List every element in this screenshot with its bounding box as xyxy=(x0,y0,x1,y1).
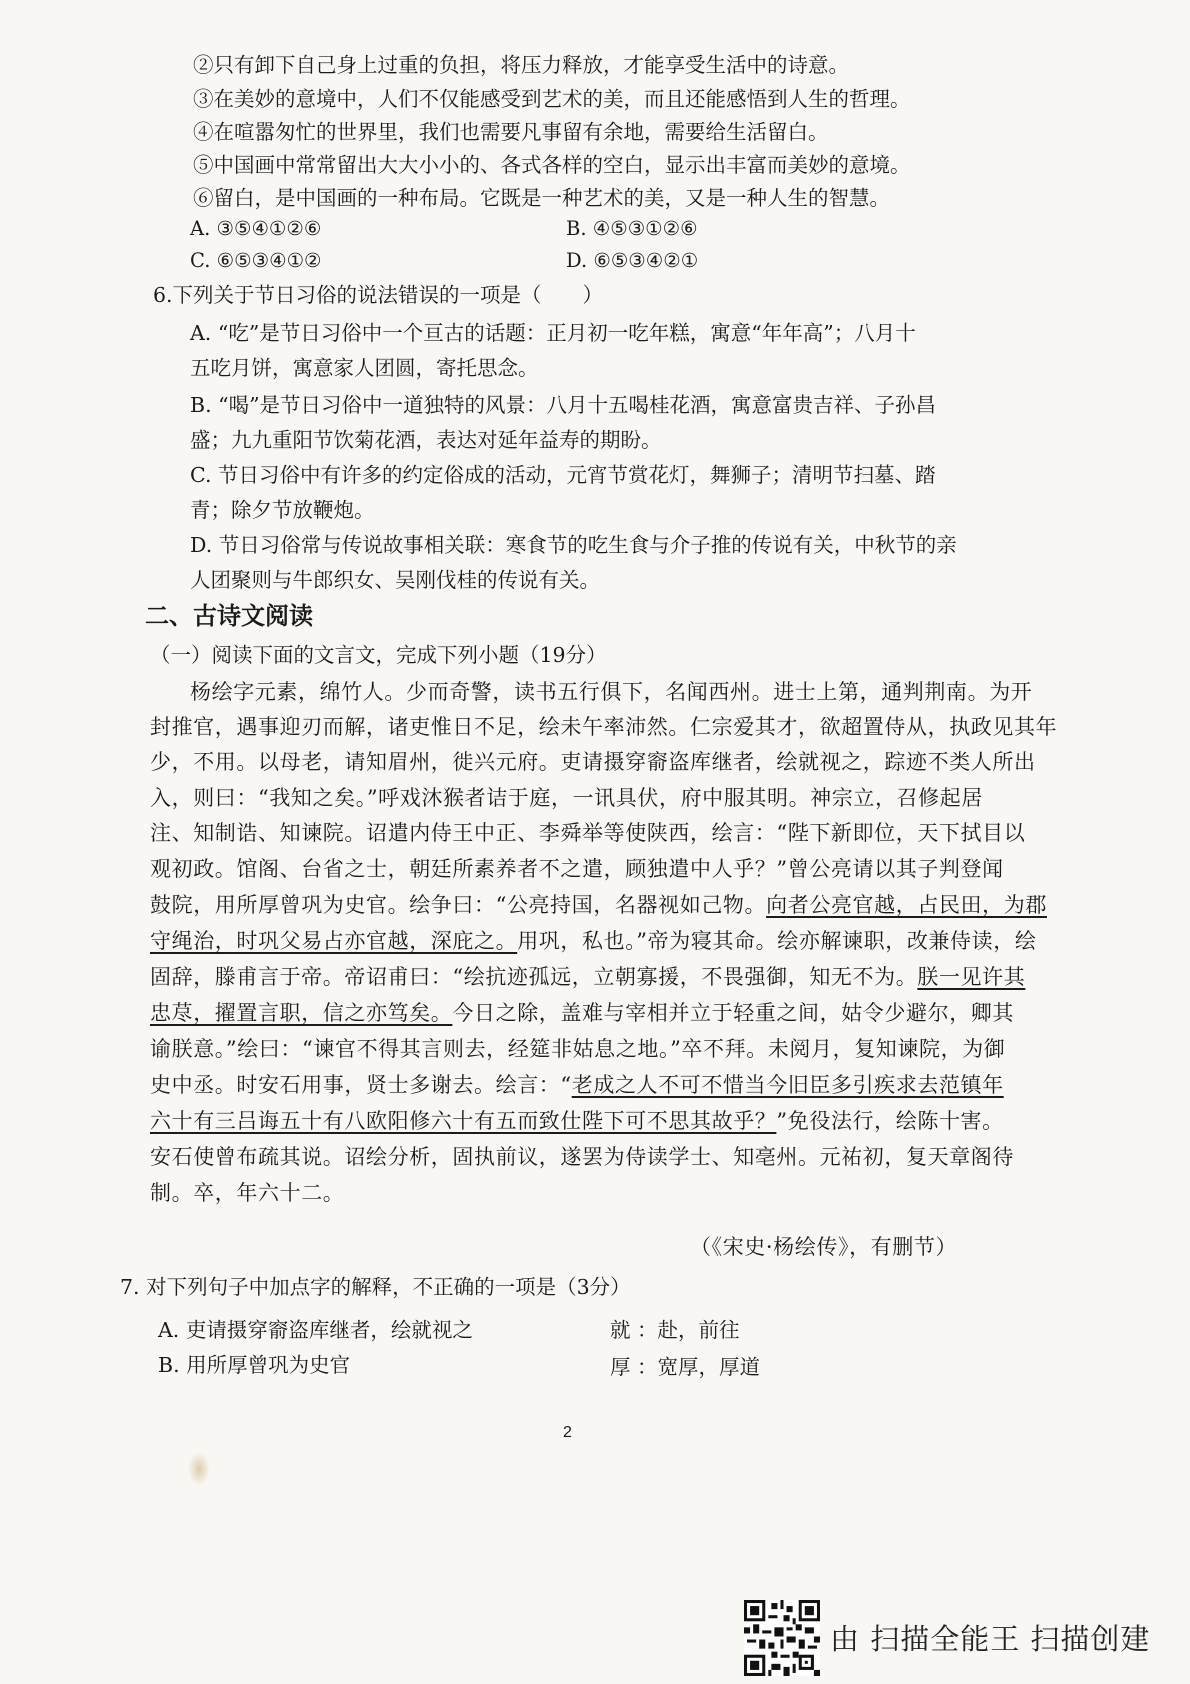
passage-text: 鼓院，用所厚曾巩为史官。绘争曰：“公亮持国，名器视如己物。 xyxy=(150,893,767,917)
passage-line: 少，不用。以母老，请知眉州，徙兴元府。吏请摄穿窬盗库继者，绘就视之，踪迹不类人所出 xyxy=(150,750,1036,774)
q6-option-c-line2: 青；除夕节放鞭炮。 xyxy=(190,498,375,522)
choice-text: ④⑤③①②⑥ xyxy=(592,217,698,240)
passage-text: 今日之除，盖难与宰相并立于轻重之间，姑令少避尔，卿其 xyxy=(452,1001,1015,1025)
choice-letter: A. xyxy=(190,217,211,240)
passage-line: 入，则曰：“我知之矣。”呼戏沐猴者诘于庭，一讯具伏，府中服其明。神宗立，召修起居 xyxy=(150,786,983,810)
underlined-sentence: 守绳治，时巩父易占亦官越，深庇之。 xyxy=(150,929,518,953)
section-subheading: （一）阅读下面的文言文，完成下列小题（19分） xyxy=(150,643,607,667)
underlined-sentence: 朕一见许其 xyxy=(917,965,1026,989)
underlined-sentence: 六十有三吕诲五十有八欧阳修六十有五而致仕陛下可不思其故乎？ xyxy=(150,1109,777,1133)
passage-source: （《宋史·杨绘传》，有删节） xyxy=(690,1235,958,1259)
q7-option-b-gloss: 厚 ：宽厚，厚道 xyxy=(610,1355,761,1379)
sentence-4: ④在喧嚣匆忙的世界里，我们也需要凡事留有余地，需要给生活留白。 xyxy=(193,120,829,144)
passage-line: 封推官，遇事迎刃而解，诸吏惟日不足，绘未午率沛然。仁宗爱其才，欲超置侍从，执政见其年 xyxy=(150,715,1058,739)
passage-line: 谕朕意。”绘曰：“谏官不得其言则去，经筵非姑息之地。”卒不拜。未阅月，复知谏院，为御 xyxy=(150,1037,1006,1061)
passage-line xyxy=(150,1106,1004,1136)
passage-line: 安石使曾布疏其说。诏绘分析，固执前议，遂罢为侍读学士、知亳州。元祐初，复天章阁待 xyxy=(150,1145,1014,1169)
choice-letter: C. xyxy=(190,249,211,272)
passage-text: 固辞，滕甫言于帝。帝诏甫曰：“绘抗迹孤远，立朝寡援，不畏强御，知无不为。 xyxy=(150,965,918,989)
passage-line xyxy=(150,998,1014,1028)
passage-line: 制。卒，年六十二。 xyxy=(150,1181,345,1205)
underlined-sentence: 老成之人不可不惜当今旧臣多引疾求去范镇年 xyxy=(571,1073,1004,1097)
choice-letter: B. xyxy=(566,217,587,240)
qr-code-icon xyxy=(744,1600,820,1676)
underlined-sentence: 忠荩，擢置言职，信之亦笃矣。 xyxy=(150,1001,453,1025)
passage-line xyxy=(150,926,1036,956)
passage-line xyxy=(150,1070,1004,1100)
choice-a xyxy=(190,214,321,244)
question-7-stem: 7. 对下列句子中加点字的解释，不正确的一项是（3分） xyxy=(120,1275,631,1299)
q7-option-a: A. 吏请摄穿窬盗库继者，绘就视之 xyxy=(158,1318,473,1342)
passage-line: 注、知制诰、知谏院。诏遣内侍王中正、李舜举等使陕西，绘言：“陛下新即位，天下拭目以 xyxy=(150,821,1026,845)
q6-option-c-line1: C. 节日习俗中有许多的约定俗成的活动，元宵节赏花灯，舞狮子；清明节扫墓、踏 xyxy=(190,463,936,487)
choice-letter: D. xyxy=(566,249,588,272)
sentence-5: ⑤中国画中常常留出大大小小的、各式各样的空白，显示出丰富而美妙的意境。 xyxy=(193,153,911,177)
scanner-watermark-text: 由 扫描全能王 扫描创建 xyxy=(830,1622,1151,1656)
passage-text: 史中丞。时安石用事，贤士多谢去。绘言：“ xyxy=(150,1073,572,1097)
scan-smudge xyxy=(188,1452,210,1486)
choice-b xyxy=(566,214,698,244)
sentence-3: ③在美妙的意境中，人们不仅能感受到艺术的美，而且还能感悟到人生的哲理。 xyxy=(193,87,911,111)
passage-text: ”免役法行，绘陈十害。 xyxy=(776,1109,1004,1133)
passage-line xyxy=(150,890,1047,920)
passage-line: 杨绘字元素，绵竹人。少而奇警，读书五行俱下，名闻西州。进士上第，通判荆南。为开 xyxy=(190,680,1033,704)
q7-option-a-gloss: 就 ：赴，前往 xyxy=(610,1318,740,1342)
choice-c xyxy=(190,246,322,276)
page-number: 2 xyxy=(563,1424,572,1441)
choice-text: ⑥⑤③④②① xyxy=(593,249,699,272)
section-heading: 二、古诗文阅读 xyxy=(145,602,313,630)
passage-line: 观初政。馆阁、台省之士，朝廷所素养者不之遣，顾独遣中人乎？”曾公亮请以其子判登闻 xyxy=(150,857,1004,881)
sentence-6: ⑥留白，是中国画的一种布局。它既是一种艺术的美，又是一种人生的智慧。 xyxy=(193,186,890,210)
choice-text: ③⑤④①②⑥ xyxy=(216,217,322,240)
underlined-sentence: 向者公亮官越，占民田，为郡 xyxy=(766,893,1047,917)
q6-option-d-line2: 人团聚则与牛郎织女、吴刚伐桂的传说有关。 xyxy=(190,568,600,592)
choice-d xyxy=(566,246,698,276)
question-6-stem: 6.下列关于节日习俗的说法错误的一项是（ ） xyxy=(153,283,604,307)
q6-option-b-line1: B. “喝”是节日习俗中一道独特的风景：八月十五喝桂花酒，寓意富贵吉祥、子孙昌 xyxy=(190,393,937,417)
q7-option-b: B. 用所厚曾巩为史官 xyxy=(158,1353,351,1377)
passage-line xyxy=(150,962,1025,992)
q6-option-a-line1: A. “吃”是节日习俗中一个亘古的话题：正月初一吃年糕，寓意“年年高”；八月十 xyxy=(190,321,916,345)
q6-option-d-line1: D. 节日习俗常与传说故事相关联：寒食节的吃生食与介子推的传说有关，中秋节的亲 xyxy=(190,533,957,557)
q6-option-b-line2: 盛；九九重阳节饮菊花酒，表达对延年益寿的期盼。 xyxy=(190,428,662,452)
passage-text: 用巩，私也。”帝为寝其命。绘亦解谏职，改兼侍读，绘 xyxy=(517,929,1037,953)
choice-text: ⑥⑤③④①② xyxy=(216,249,322,272)
q6-option-a-line2: 五吃月饼，寓意家人团圆，寄托思念。 xyxy=(190,356,539,380)
sentence-2: ②只有卸下自己身上过重的负担，将压力释放，才能享受生活中的诗意。 xyxy=(193,53,849,77)
